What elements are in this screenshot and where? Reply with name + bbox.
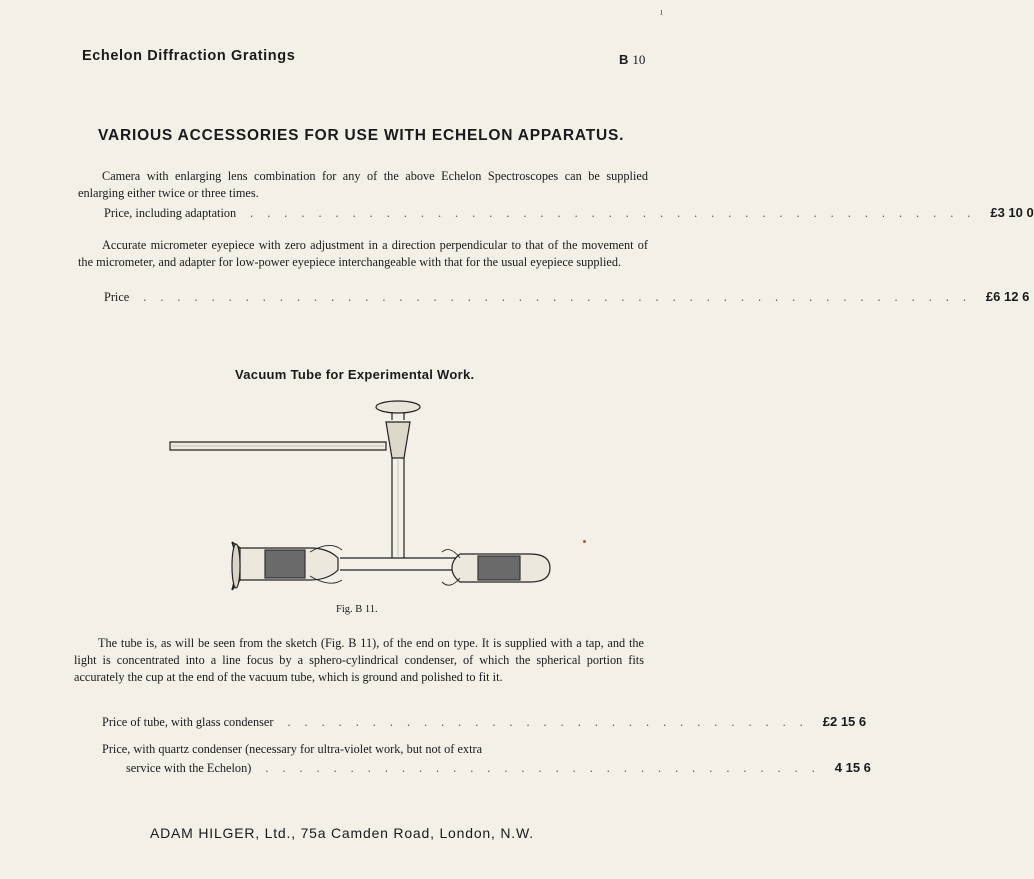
- vacuum-tube-illustration: [160, 390, 560, 600]
- ink-spot: [583, 540, 586, 543]
- price-line: [126, 760, 871, 776]
- dot-leader: .................................................: [143, 290, 980, 304]
- page-number-value: 10: [632, 52, 646, 67]
- price-line: [104, 205, 1034, 221]
- price-amount: £6 12 6: [985, 289, 1030, 304]
- price-line: [104, 289, 1030, 305]
- price-amount: £2 15 6: [822, 714, 867, 729]
- left-electrode: [265, 550, 305, 578]
- tube-description: The tube is, as will be seen from the sketch (Fig. B 11), of the end on type. It is supplied with a tap, and the light is concentrated into a line focus by a sphero-cylindrical condenser, of which the spherical portion fits accurately the cup at the end of the vacuum tube, which is ground and polished to fit it.: [74, 636, 644, 684]
- accessory-description: Camera with enlarging lens combination for any of the above Echelon Spectroscopes can be supplied enlarging either twice or three times.: [78, 169, 648, 200]
- price-amount: £3 10 0: [990, 205, 1034, 220]
- price-amount: 4 15 6: [834, 760, 871, 775]
- figure-title: Vacuum Tube for Experimental Work.: [235, 367, 475, 382]
- page-number: [619, 52, 645, 68]
- dot-leader: ...............................: [287, 715, 817, 729]
- tap-handle: [376, 401, 420, 413]
- tap-plug: [386, 422, 410, 458]
- connecting-tube: [340, 558, 460, 570]
- price-label-multiline: Price, with quartz condenser (necessary for ultra-violet work, but not of extra: [102, 742, 483, 756]
- publisher-footer: ADAM HILGER, Ltd., 75a Camden Road, London, N.W.: [150, 825, 534, 841]
- price-label: service with the Echelon): [126, 761, 252, 775]
- dot-leader: .................................: [265, 761, 829, 775]
- price-label: Price: [104, 290, 130, 304]
- figure-caption: Fig. B 11.: [336, 604, 378, 615]
- price-label: Price, including adaptation: [104, 206, 237, 220]
- pencil-mark: ı: [660, 6, 664, 18]
- section-heading: VARIOUS ACCESSORIES FOR USE WITH ECHELON APPARATUS.: [98, 127, 625, 144]
- right-electrode: [478, 556, 520, 580]
- page-prefix: B: [619, 52, 629, 67]
- price-line: [102, 714, 867, 730]
- running-title: Echelon Diffraction Gratings: [82, 48, 296, 64]
- accessory-description: Accurate micrometer eyepiece with zero adjustment in a direction perpendicular to that of the movement of the micrometer, and adapter for low-power eyepiece interchangeable with that for the usual eyepiece supplied.: [78, 238, 648, 269]
- price-label: Price of tube, with glass condenser: [102, 715, 274, 729]
- dot-leader: ...........................................: [250, 206, 985, 220]
